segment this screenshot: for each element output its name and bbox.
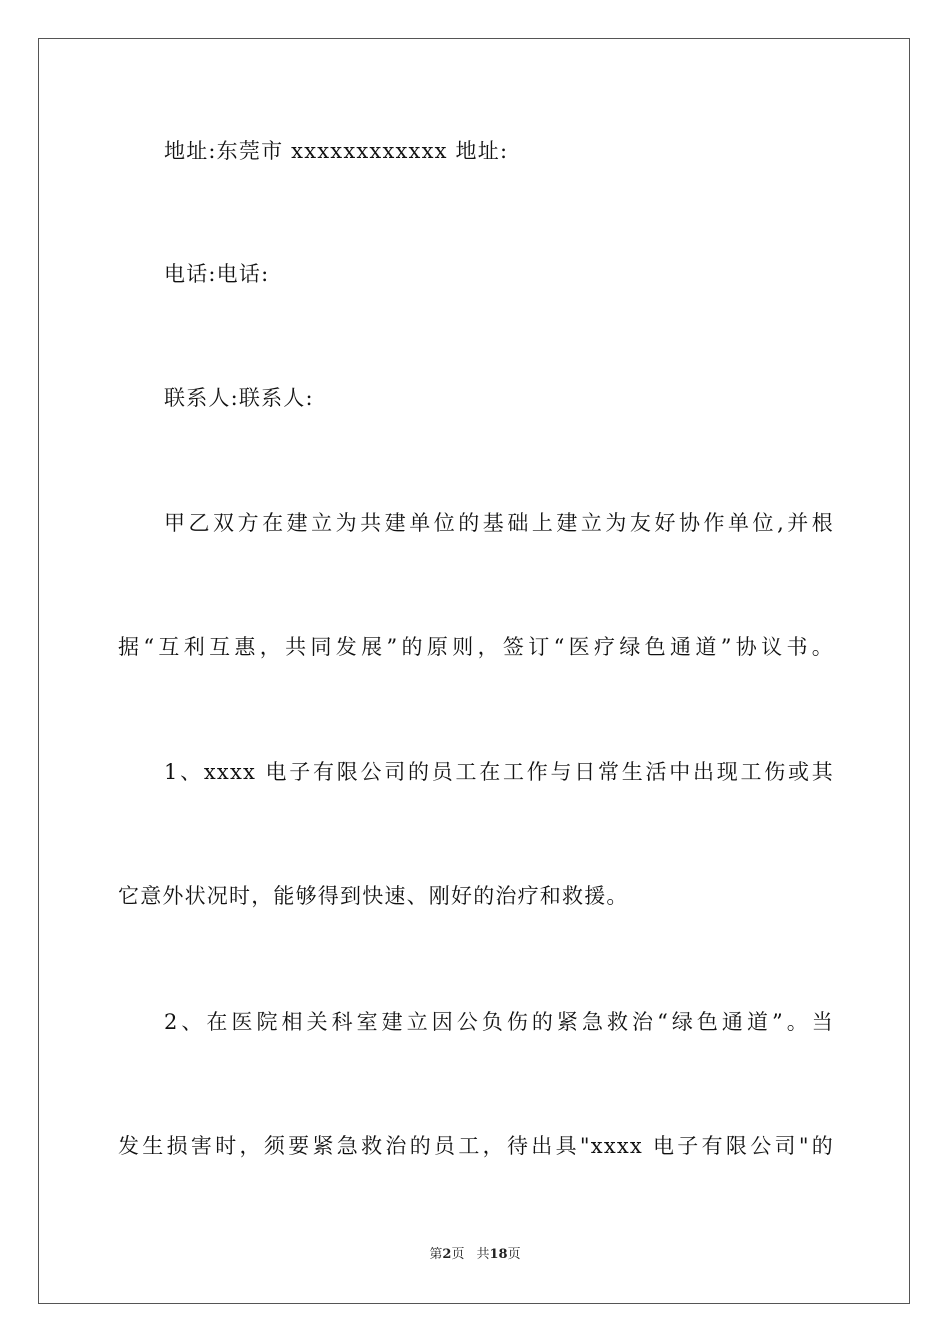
phone-line: 电话:电话: <box>164 262 270 286</box>
paragraph-line: 1、xxxx 电子有限公司的员工在工作与日常生活中出现工伤或其 <box>164 760 834 784</box>
paragraph-line: 据“互利互惠，共同发展”的原则，签订“医疗绿色通道”协议书。 <box>118 635 834 659</box>
contact-line: 联系人:联系人: <box>164 386 314 410</box>
paragraph-line: 发生损害时，须要紧急救治的员工，待出具"xxxx 电子有限公司"的 <box>118 1134 834 1158</box>
footer-total-prefix: 共 <box>476 1247 490 1262</box>
footer-total-pages: 18 <box>489 1247 508 1262</box>
page-border <box>38 38 910 1304</box>
footer-page-suffix: 页 <box>451 1247 465 1262</box>
address-line: 地址:东莞市 xxxxxxxxxxxx 地址: <box>164 139 509 163</box>
paragraph-line: 2、在医院相关科室建立因公负伤的紧急救治“绿色通道”。当 <box>164 1010 834 1034</box>
footer-total-suffix: 页 <box>507 1247 521 1262</box>
paragraph-line: 它意外状况时，能够得到快速、刚好的治疗和救援。 <box>118 884 629 908</box>
footer-page-number: 2 <box>442 1247 452 1262</box>
paragraph-line: 甲乙双方在建立为共建单位的基础上建立为友好协作单位,并根 <box>164 511 834 535</box>
page-footer <box>0 1247 950 1263</box>
footer-prefix: 第 <box>429 1247 443 1262</box>
